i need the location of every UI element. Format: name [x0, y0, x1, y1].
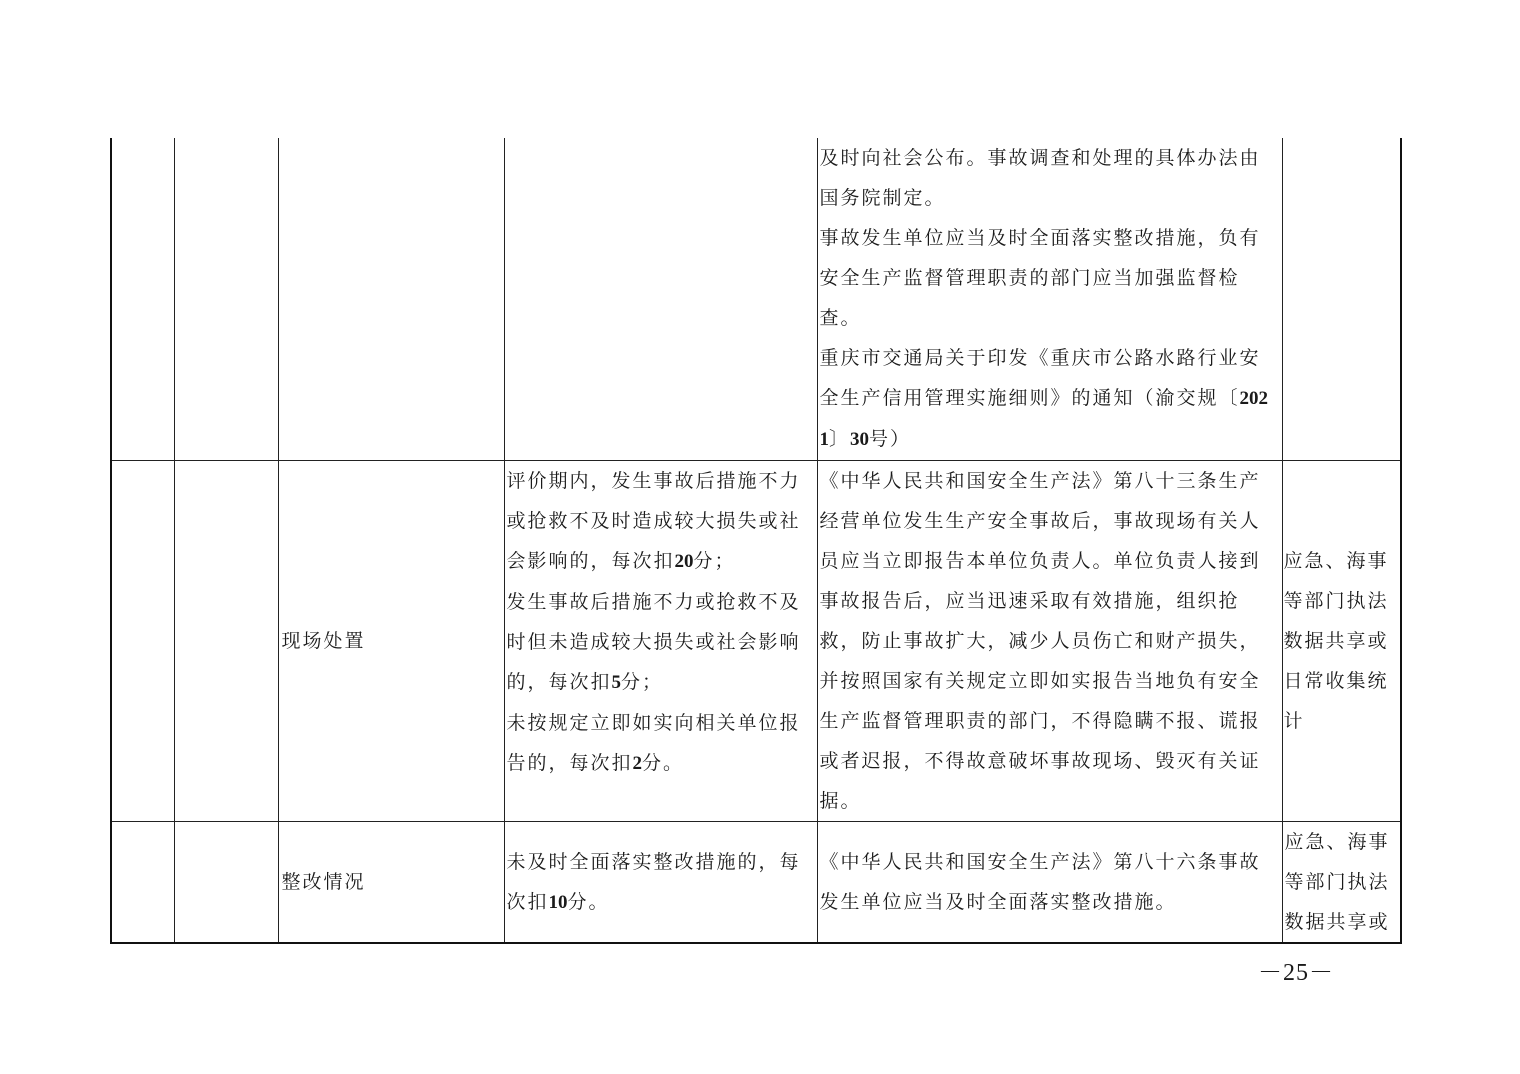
number-text: 20: [674, 551, 694, 572]
criteria-paragraph: 评价期内，发生事故后措施不力或抢救不及时造成较大损失或社会影响的，每次扣20分；: [506, 470, 801, 572]
data-source-cell: 应急、海事等部门执法数据共享或: [1282, 822, 1401, 944]
category-cell: [111, 822, 174, 944]
number-text: 2: [632, 753, 643, 774]
page-number: －25－: [1258, 960, 1334, 986]
criteria-cell: [504, 822, 817, 944]
basis-cell: [817, 822, 1282, 944]
data-source-cell: 应急、海事等部门执法数据共享或日常收集统计: [1282, 461, 1401, 822]
basis-paragraph: 事故发生单位应当及时全面落实整改措施，负有安全生产监督管理职责的部门应当加强监督检查。: [819, 227, 1261, 329]
subcategory-cell: [174, 138, 278, 461]
basis-paragraph: 《中华人民共和国安全生产法》第八十三条生产经营单位发生生产安全事故后，事故现场有关人员应当立即报告本单位负责人。单位负责人接到事故报告后，应当迅速采取有效措施，组织抢救，防止事故扩大，减少人员伤亡和财产损失，并按照国家有关规定立即如实报告当地负有安全生产监督管理职责的部门，不得隐瞒不报、谎报或者迟报，不得故意破坏事故现场、毁灭有关证据。: [819, 470, 1261, 812]
table-row-continued: [111, 138, 1401, 461]
subcategory-cell: [174, 822, 278, 944]
source-cell-empty: [1282, 138, 1401, 461]
item-cell-empty: [278, 138, 504, 461]
category-cell: [111, 138, 174, 461]
item-name: 现场处置: [278, 461, 504, 822]
basis-paragraph: 《中华人民共和国安全生产法》第八十六条事故发生单位应当及时全面落实整改措施。: [819, 851, 1261, 913]
basis-paragraph: 及时向社会公布。事故调查和处理的具体办法由国务院制定。: [819, 147, 1261, 209]
criteria-paragraph: 未按规定立即如实向相关单位报告的，每次扣2分。: [506, 712, 801, 774]
item-name: 整改情况: [278, 822, 504, 944]
basis-cell: [817, 461, 1282, 822]
criteria-paragraph: 发生事故后措施不力或抢救不及时但未造成较大损失或社会影响的，每次扣5分；: [506, 591, 801, 693]
category-cell: [111, 461, 174, 822]
number-text: 2021: [819, 388, 1269, 450]
document-table: [110, 138, 1402, 944]
criteria-cell: [504, 461, 817, 822]
number-text: 5: [611, 672, 622, 693]
table-row-rectify: [111, 822, 1401, 944]
basis-cell: [817, 138, 1282, 461]
criteria-paragraph: 未及时全面落实整改措施的，每次扣10分。: [506, 851, 801, 913]
subcategory-cell: [174, 461, 278, 822]
basis-paragraph: 重庆市交通局关于印发《重庆市公路水路行业安全生产信用管理实施细则》的通知（渝交规〔2021〕30号）: [819, 347, 1269, 450]
table-row-onsite: [111, 461, 1401, 822]
criteria-cell-empty: [504, 138, 817, 461]
number-text: 10: [548, 892, 568, 913]
number-text: 30: [850, 429, 870, 450]
